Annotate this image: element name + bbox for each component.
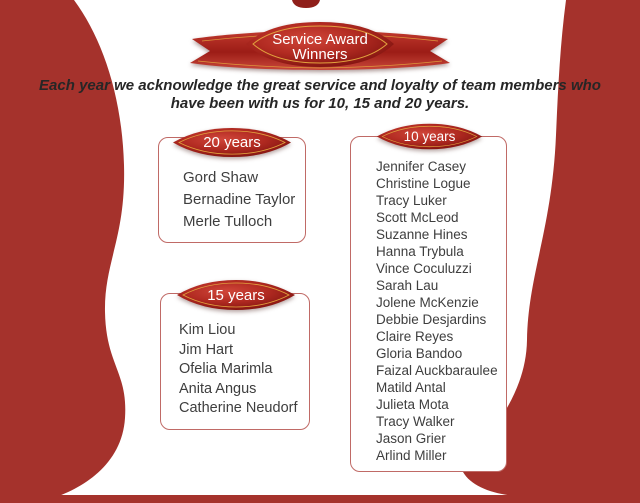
winner-name: Hanna Trybula: [376, 244, 464, 259]
top-ribbon-notch: [292, 0, 320, 8]
intro-line1: Each year we acknowledge the great service and loyalty of team members who: [39, 77, 601, 94]
winner-name: Vince Coculuzzi: [376, 261, 472, 276]
winner-name: Gloria Bandoo: [376, 346, 463, 361]
winner-name: Jason Grier: [376, 431, 446, 446]
winner-list-10-years: [351, 137, 506, 464]
winner-name: Gord Shaw: [183, 169, 259, 186]
intro-line2: have been with us for 10, 15 and 20 years.: [170, 94, 470, 112]
page-title: [250, 25, 390, 69]
winner-name: Catherine Neudorf: [179, 400, 298, 416]
winner-name: Anita Angus: [179, 380, 257, 397]
badge-label-20-years: 20 years: [203, 134, 261, 151]
winner-name: Merle Tulloch: [183, 213, 273, 230]
winner-name: Ofelia Marimla: [179, 361, 273, 377]
winner-name: Suzanne Hines: [376, 227, 468, 242]
page-title-line2: Winners: [292, 46, 348, 63]
header-ribbon: [180, 18, 460, 74]
winner-name: Bernadine Taylor: [183, 191, 296, 208]
award-card-20-years: [158, 134, 306, 243]
bottom-bar: [0, 495, 640, 503]
winner-name: Jennifer Casey: [376, 159, 467, 174]
winner-name: Claire Reyes: [376, 329, 454, 344]
award-card-15-years: [160, 286, 310, 430]
winner-name: Tracy Walker: [376, 414, 455, 429]
winner-name: Sarah Lau: [376, 278, 439, 293]
winner-name: Kim Liou: [179, 322, 236, 338]
badge-20-years: [172, 126, 292, 159]
winner-list-15-years: [161, 294, 309, 419]
badge-10-years: [376, 122, 483, 151]
winner-name: Christine Logue: [376, 176, 471, 191]
winner-name: Julieta Mota: [376, 397, 449, 412]
page-title-line1: Service Award: [272, 30, 368, 48]
winner-name: Arlind Miller: [376, 448, 447, 463]
badge-label-10-years: 10 years: [403, 129, 456, 144]
badge-15-years: [176, 278, 296, 312]
award-card-10-years: [350, 129, 507, 472]
badge-label-15-years: 15 years: [207, 286, 265, 304]
winner-name: Tracy Luker: [376, 193, 447, 208]
winner-name: Faizal Auckbaraulee: [376, 363, 498, 378]
winner-name: Scott McLeod: [376, 210, 459, 225]
intro-text: [0, 77, 640, 112]
winner-name: Matild Antal: [376, 380, 446, 395]
winner-name: Debbie Desjardins: [376, 312, 487, 327]
left-curve-shape: [0, 0, 125, 499]
winner-name: Jolene McKenzie: [376, 295, 479, 310]
winner-name: Jim Hart: [179, 341, 233, 358]
